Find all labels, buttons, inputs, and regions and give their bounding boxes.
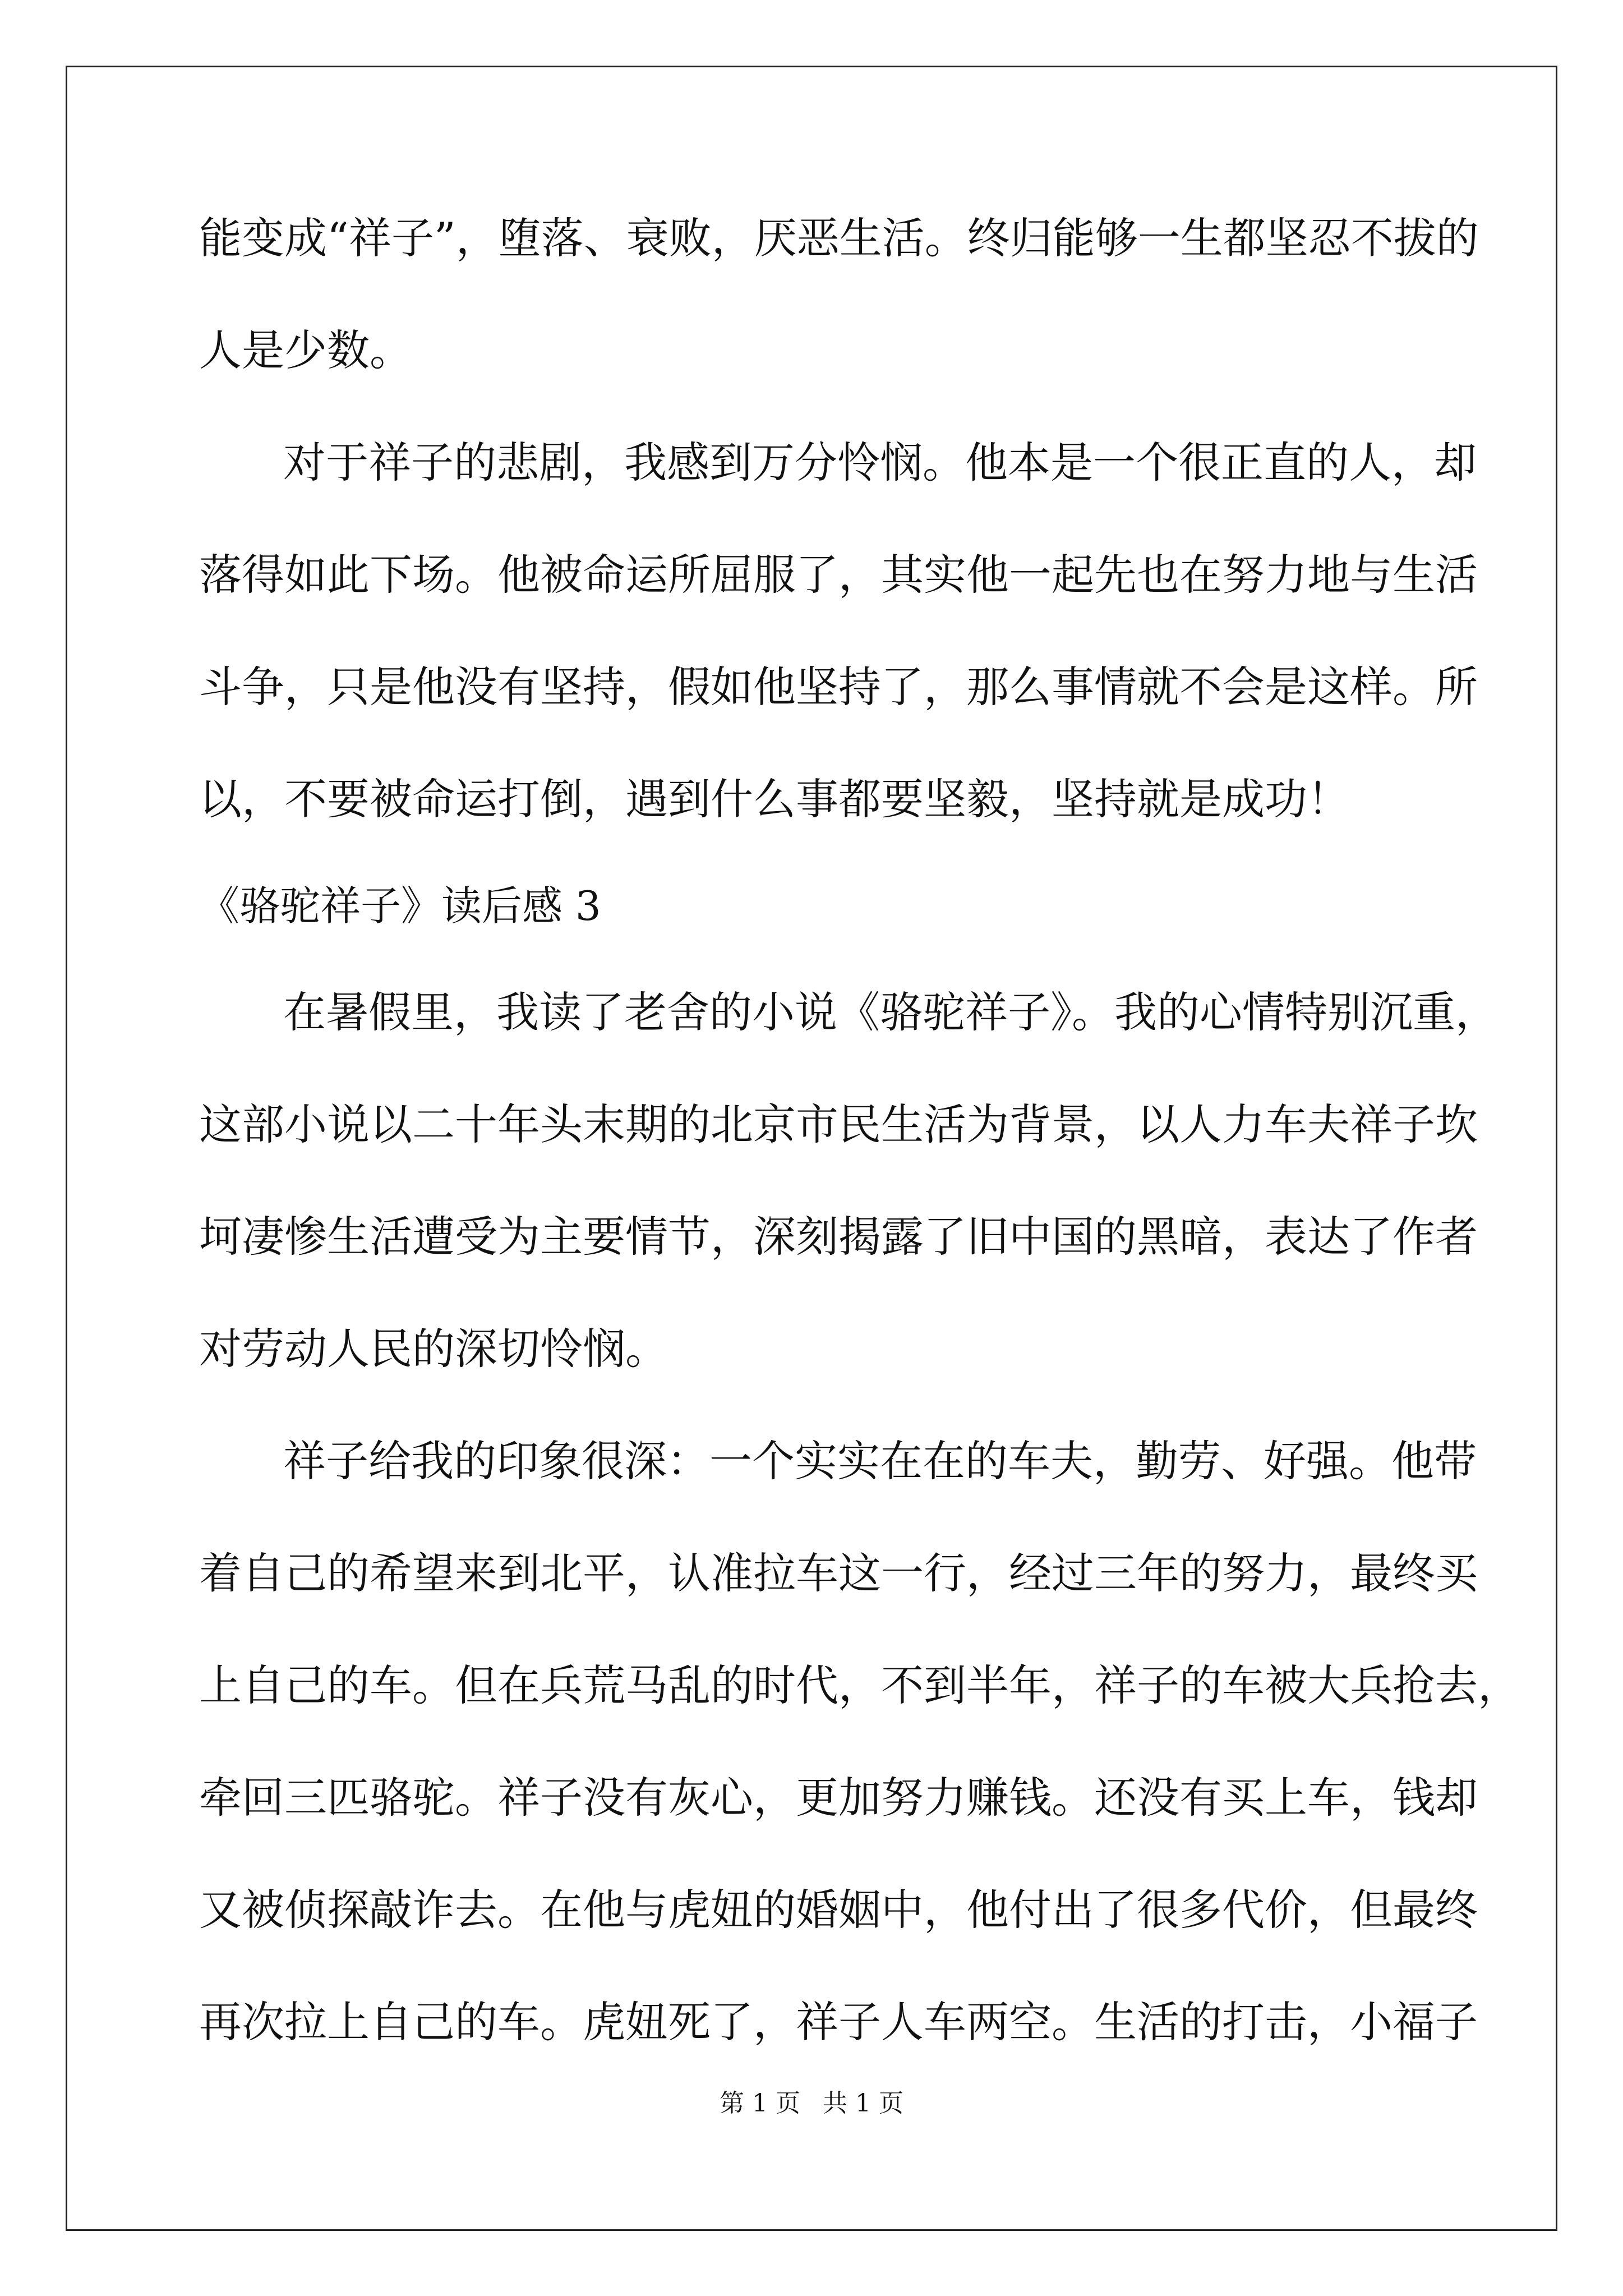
paragraph-line: 斗争，只是他没有坚持，假如他坚持了，那么事情就不会是这样。所 bbox=[199, 662, 1478, 712]
paragraph-line: 对劳动人民的深切怜悯。 bbox=[199, 1324, 668, 1374]
paragraph-line: 能变成“祥子”，堕落、衰败，厌恶生活。终归能够一生都坚忍不拔的 bbox=[199, 213, 1479, 263]
paragraph-line: 祥子给我的印象很深：一个实实在在的车夫，勤劳、好强。他带 bbox=[283, 1436, 1477, 1486]
paragraph-line: 这部小说以二十年头末期的北京市民生活为背景，以人力车夫祥子坎 bbox=[199, 1099, 1478, 1149]
paragraph-line: 落得如此下场。他被命运所屈服了，其实他一起先也在努力地与生活 bbox=[199, 550, 1478, 600]
paragraph-line: 又被侦探敲诈去。在他与虎妞的婚姻中，他付出了很多代价，但最终 bbox=[199, 1885, 1478, 1935]
page-number-current: 第 1 页 bbox=[720, 2089, 800, 2118]
page-number-total: 共 1 页 bbox=[823, 2089, 903, 2118]
paragraph-line: 以，不要被命运打倒，遇到什么事都要坚毅，坚持就是成功！ bbox=[199, 774, 1350, 824]
paragraph-line: 在暑假里，我读了老舍的小说《骆驼祥子》。我的心情特别沉重， bbox=[283, 987, 1498, 1037]
paragraph-line: 牵回三匹骆驼。祥子没有灰心，更加努力赚钱。还没有买上车，钱却 bbox=[199, 1773, 1478, 1823]
paragraph-line: 上自己的车。但在兵荒马乱的时代，不到半年，祥子的车被大兵抢去， bbox=[199, 1660, 1520, 1710]
paragraph-line: 坷凄惨生活遭受为主要情节，深刻揭露了旧中国的黑暗，表达了作者 bbox=[199, 1212, 1478, 1262]
section-heading: 《骆驼祥子》读后感 3 bbox=[199, 882, 601, 930]
paragraph-line: 对于祥子的悲剧，我感到万分怜悯。他本是一个很正直的人，却 bbox=[283, 438, 1477, 487]
paragraph-line: 着自己的希望来到北平，认准拉车这一行，经过三年的努力，最终买 bbox=[199, 1548, 1478, 1598]
paragraph-line: 再次拉上自己的车。虎妞死了，祥子人车两空。生活的打击，小福子 bbox=[199, 1997, 1478, 2047]
page-footer bbox=[0, 2087, 1623, 2120]
paragraph-line: 人是少数。 bbox=[199, 325, 412, 375]
